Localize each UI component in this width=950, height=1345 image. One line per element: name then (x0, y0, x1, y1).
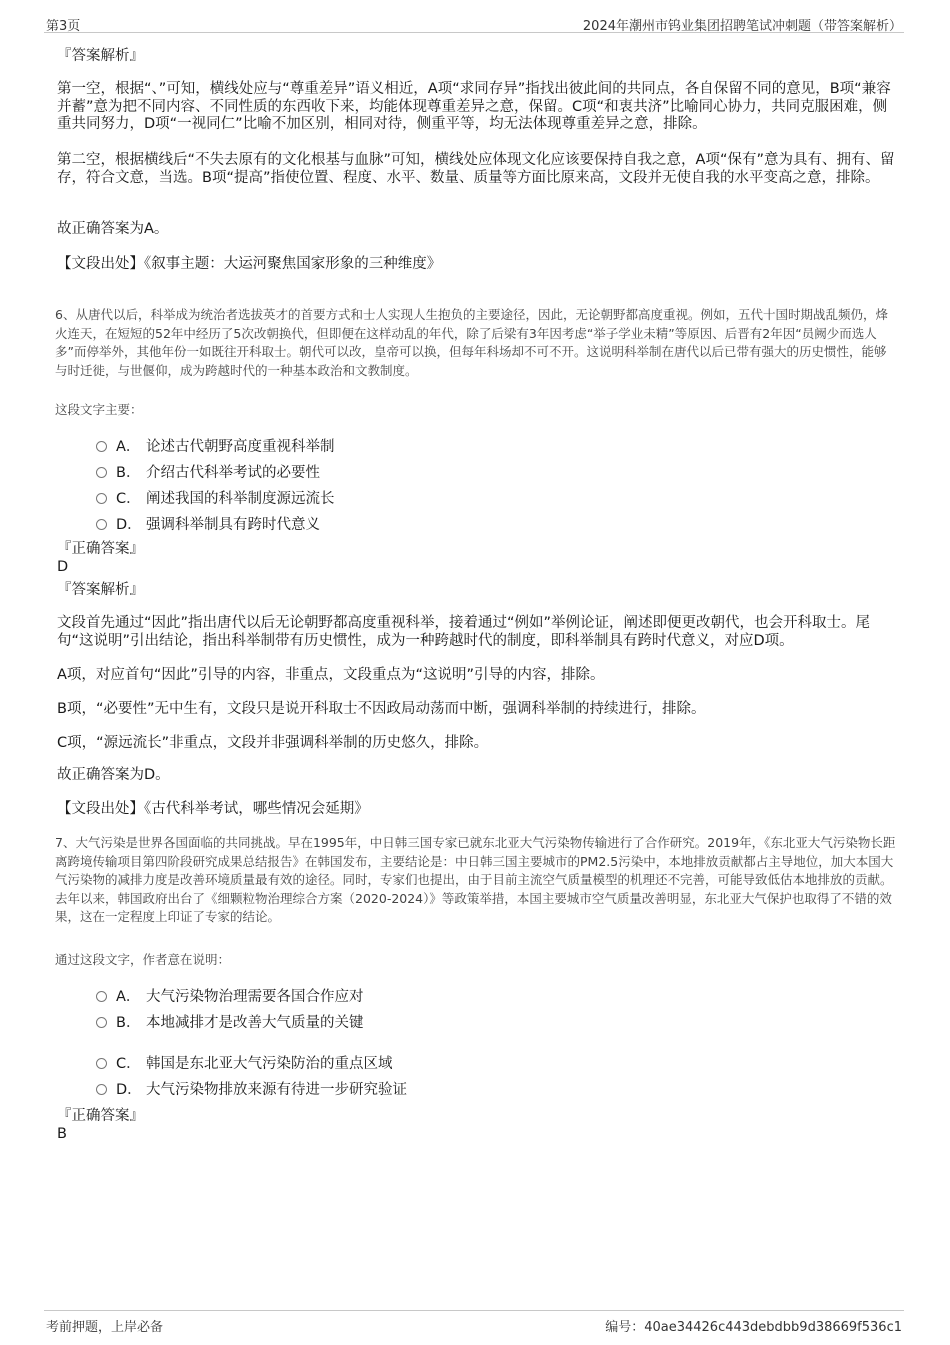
option-letter: A． (116, 988, 141, 1005)
option-text: 大气污染物排放来源有待进一步研究验证 (146, 1081, 407, 1098)
q6-option-b[interactable] (96, 461, 320, 481)
option-letter: D． (116, 1081, 142, 1098)
radio-button[interactable] (96, 1058, 107, 1069)
option-text: 介绍古代科举考试的必要性 (146, 464, 320, 481)
q6-c-note: C项，“源远流长”非重点，文段并非强调科举制的历史悠久，排除。 (57, 735, 489, 751)
q6-option-d[interactable] (96, 513, 320, 533)
radio-button[interactable] (96, 519, 107, 530)
q6-answer: D (57, 559, 69, 575)
option-letter: C． (116, 490, 141, 507)
q5-conclusion: 故正确答案为A。 (57, 221, 169, 237)
radio-button[interactable] (96, 441, 107, 452)
radio-button[interactable] (96, 1017, 107, 1028)
q7-option-b[interactable] (96, 1011, 364, 1031)
q6-stem: 6、从唐代以后，科举成为统治者选拔英才的首要方式和士人实现人生抱负的主要途径，因此，无论朝野都高度重视。例如，五代十国时期战乱频仍，烽火连天，在短短的52年中经历了5次改朝换代，但即便在这样动乱的年代，除了后梁有3年因考虑“举子学业未精”等原因、后晋有2年因“员阙少而选人多”而停举外，其他年份一如既往开科取士。朝代可以改，皇帝可以换，但每年科场却不可不开。这说明科举制在唐代以后已带有强大的历史惯性，能够与时迁徙，与世偃仰，成为跨越时代的一种基本政治和文教制度。 (55, 307, 888, 378)
q7-option-a[interactable] (96, 985, 364, 1005)
q7-option-d[interactable] (96, 1078, 407, 1098)
document-title: 2024年潮州市钨业集团招聘笔试冲刺题（带答案解析） (582, 19, 902, 34)
q7-answer: B (57, 1126, 67, 1142)
radio-button[interactable] (96, 493, 107, 504)
q6-option-c[interactable] (96, 487, 335, 507)
page-number: 第3页 (46, 19, 81, 34)
document-id: 编号：40ae34426c443debdbb9d38669f536c1 (605, 1320, 902, 1335)
q5-source: 【文段出处】《叙事主题：大运河聚焦国家形象的三种维度》 (57, 256, 442, 272)
option-text: 韩国是东北亚大气污染防治的重点区域 (146, 1055, 393, 1072)
q7-answer-label: 『正确答案』 (57, 1108, 144, 1124)
option-text: 论述古代朝野高度重视科举制 (146, 438, 335, 455)
footer-slogan: 考前押题，上岸必备 (46, 1320, 164, 1335)
radio-button[interactable] (96, 991, 107, 1002)
radio-button[interactable] (96, 467, 107, 478)
option-letter: B． (116, 1014, 141, 1031)
q6-analysis-label: 『答案解析』 (57, 582, 144, 598)
radio-button[interactable] (96, 1084, 107, 1095)
option-text: 强调科举制具有跨时代意义 (146, 516, 320, 533)
q6-option-a[interactable] (96, 435, 335, 455)
q7-prompt: 通过这段文字，作者意在说明： (55, 952, 231, 967)
q7-stem: 7、大气污染是世界各国面临的共同挑战。早在1995年，中日韩三国专家已就东北亚大气污染物传输进行了合作研究。2019年，《东北亚大气污染物长距离跨境传输项目第四阶段研究成果总结报告》在韩国发布，主要结论是：中日韩三国主要城市的PM2.5污染中，本地排放贡献都占主导地位，加大本国大气污染物的减排力度是改善环境质量最有效的途径。同时，专家们也提出，由于目前主流空气质量模型的机理还不完善，可能导致低估本地排放的贡献。去年以来，韩国政府出台了《细颗粒物治理综合方案（2020-2024）》等政策举措，本国主要城市空气质量改善明显，东北亚大气保护也取得了不错的效果，这在一定程度上印证了专家的结论。 (55, 835, 896, 924)
q6-source: 【文段出处】《古代科举考试，哪些情况会延期》 (57, 801, 369, 817)
q6-prompt: 这段文字主要： (55, 402, 143, 417)
q6-answer-label: 『正确答案』 (57, 541, 144, 557)
q6-b-note: B项，“必要性”无中生有，文段只是说开科取士不因政局动荡而中断，强调科举制的持续进行，排除。 (57, 701, 706, 717)
page-header (44, 12, 904, 33)
q5-analysis-p1: 第一空，根据“、”可知，横线处应与“尊重差异”语义相近，A项“求同存异”指找出彼此间的共同点，各自保留不同的意见，B项“兼容并蓄”意为把不同内容、不同性质的东西收下来，均能体现尊重差异之意，保留。C项“和衷共济”比喻同心协力，共同克服困难，侧重共同努力，D项“一视同仁”比喻不加区别，相同对待，侧重平等，均无法体现尊重差异之意，排除。 (57, 81, 891, 132)
q6-conclusion: 故正确答案为D。 (57, 767, 170, 783)
page-footer (44, 1310, 904, 1337)
q7-option-c[interactable] (96, 1052, 393, 1072)
q5-analysis-label: 『答案解析』 (57, 48, 144, 64)
q6-analysis: 文段首先通过“因此”指出唐代以后无论朝野都高度重视科举，接着通过“例如”举例论证，阐述即便更改朝代，也会开科取士。尾句“这说明”引出结论，指出科举制带有历史惯性，成为一种跨越时代的制度，即科举制具有跨时代意义，对应D项。 (57, 615, 871, 649)
option-letter: B． (116, 464, 141, 481)
option-text: 本地减排才是改善大气质量的关键 (146, 1014, 364, 1031)
option-letter: C． (116, 1055, 141, 1072)
q5-analysis-p2: 第二空，根据横线后“不失去原有的文化根基与血脉”可知，横线处应体现文化应该要保持自我之意，A项“保有”意为具有、拥有、留存，符合文意，当选。B项“提高”指使位置、程度、水平、数量、质量等方面比原来高，文段并无使自我的水平变高之意，排除。 (57, 152, 895, 186)
option-letter: D． (116, 516, 142, 533)
option-letter: A． (116, 438, 141, 455)
option-text: 大气污染物治理需要各国合作应对 (146, 988, 364, 1005)
q6-a-note: A项，对应首句“因此”引导的内容，非重点，文段重点为“这说明”引导的内容，排除。 (57, 667, 605, 683)
option-text: 阐述我国的科举制度源远流长 (146, 490, 335, 507)
